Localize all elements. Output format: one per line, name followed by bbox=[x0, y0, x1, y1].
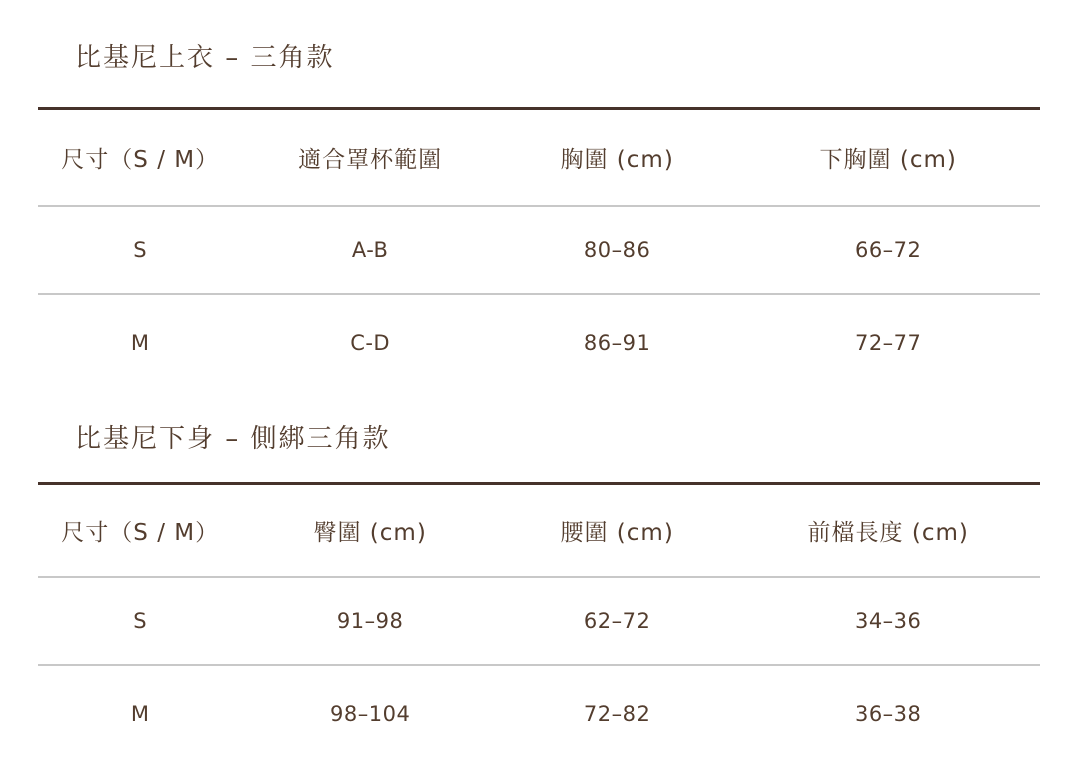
column-header-cup-range: 適合罩杯範圍 bbox=[242, 110, 498, 206]
column-header-size: 尺寸（S / M） bbox=[38, 485, 242, 577]
waist-cell: 62–72 bbox=[498, 577, 736, 665]
size-cell: S bbox=[38, 577, 242, 665]
bikini-bottom-section bbox=[38, 390, 1040, 761]
bust-cell: 80–86 bbox=[498, 206, 736, 294]
cup-range-cell: A-B bbox=[242, 206, 498, 294]
size-cell: M bbox=[130, 330, 150, 355]
column-header-underbust: 下胸圍 (cm) bbox=[736, 110, 1040, 206]
front-rise-cell: 36–38 bbox=[854, 701, 922, 726]
cup-range-cell: C-D bbox=[350, 330, 391, 355]
column-header-bust: 胸圍 (cm) bbox=[498, 110, 736, 206]
column-header-hip: 臀圍 (cm) bbox=[242, 485, 498, 577]
hip-cell: 98–104 bbox=[330, 701, 411, 726]
hip-cell: 91–98 bbox=[242, 577, 498, 665]
table-header-row bbox=[38, 485, 1040, 577]
size-cell: M bbox=[130, 701, 150, 726]
table-row bbox=[38, 294, 1040, 390]
table-row bbox=[38, 577, 1040, 665]
front-rise-cell: 34–36 bbox=[736, 577, 1040, 665]
waist-cell: 72–82 bbox=[583, 701, 651, 726]
size-cell: S bbox=[38, 206, 242, 294]
table-row bbox=[38, 665, 1040, 761]
column-header-size: 尺寸（S / M） bbox=[38, 110, 242, 206]
section-title-bikini-top: 比基尼上衣 – 三角款 bbox=[75, 43, 335, 73]
bikini-top-section bbox=[38, 0, 1040, 390]
bust-cell: 86–91 bbox=[583, 330, 651, 355]
table-row bbox=[38, 206, 1040, 294]
underbust-cell: 66–72 bbox=[736, 206, 1040, 294]
size-table-bikini-top bbox=[38, 110, 1040, 390]
size-table-bikini-bottom bbox=[38, 485, 1040, 761]
underbust-cell: 72–77 bbox=[854, 330, 922, 355]
table-header-row bbox=[38, 110, 1040, 206]
section-title-bikini-bottom: 比基尼下身 – 側綁三角款 bbox=[75, 424, 391, 454]
column-header-front-rise: 前檔長度 (cm) bbox=[736, 485, 1040, 577]
column-header-waist: 腰圍 (cm) bbox=[498, 485, 736, 577]
